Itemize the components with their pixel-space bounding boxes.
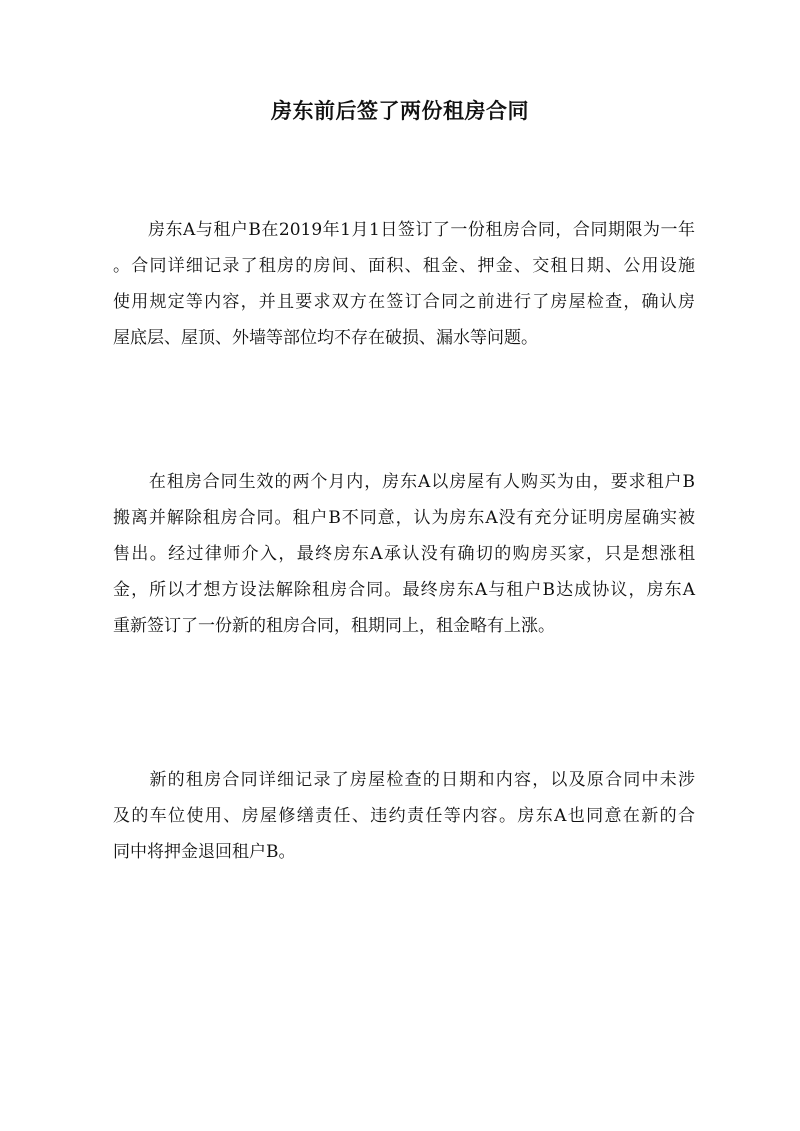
paragraph-3 xyxy=(113,762,695,870)
paragraph-line: 及的车位使用、房屋修缮责任、违约责任等内容。房东A也同意在新的合 xyxy=(113,806,695,826)
paragraph-line: 搬离并解除租房合同。租户B不同意，认为房东A没有充分证明房屋确实被 xyxy=(113,508,695,528)
document-title: 房东前后签了两份租房合同 xyxy=(271,98,529,123)
paragraph-line: 新的租房合同详细记录了房屋检查的日期和内容，以及原合同中未涉 xyxy=(113,770,695,790)
paragraph-line: 房东A与租户B在2019年1月1日签订了一份租房合同，合同期限为一年 xyxy=(113,220,695,240)
paragraph-line: 使用规定等内容，并且要求双方在签订合同之前进行了房屋检查，确认房 xyxy=(113,292,695,312)
paragraph-line: 金，所以才想方设法解除租房合同。最终房东A与租户B达成协议，房东A xyxy=(113,580,695,600)
paragraph-line: 同中将押金退回租户B。 xyxy=(113,842,296,862)
paragraph-line: 售出。经过律师介入，最终房东A承认没有确切的购房买家，只是想涨租 xyxy=(113,544,695,564)
paragraph-line: 重新签订了一份新的租房合同，租期同上，租金略有上涨。 xyxy=(113,616,555,636)
paragraph-line: 在租房合同生效的两个月内，房东A以房屋有人购买为由，要求租户B xyxy=(113,472,695,492)
paragraph-2 xyxy=(113,464,695,644)
paragraph-1 xyxy=(113,212,695,356)
paragraph-line: 屋底层、屋顶、外墙等部位均不存在破损、漏水等问题。 xyxy=(113,328,538,348)
paragraph-line: 。合同详细记录了租房的房间、面积、租金、押金、交租日期、公用设施 xyxy=(113,256,695,276)
